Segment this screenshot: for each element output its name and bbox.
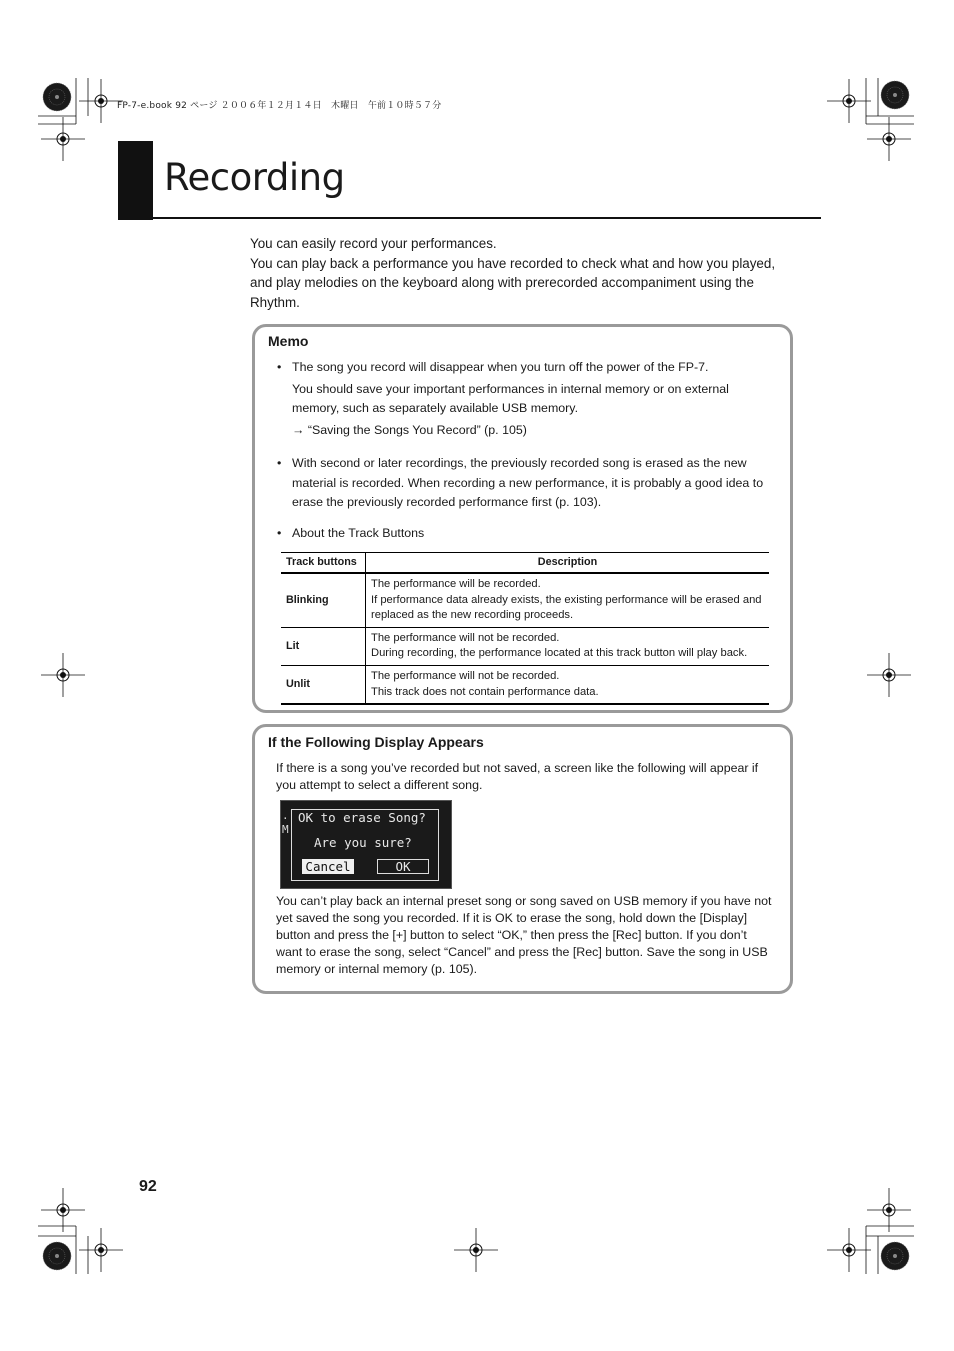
description-line: The performance will not be recorded.	[371, 669, 560, 682]
memo-item-1-ref: → “Saving the Songs You Record” (p. 105)	[292, 422, 527, 437]
memo-item-3-text: About the Track Buttons	[292, 526, 425, 540]
memo-item-2	[277, 454, 769, 513]
memo-item-2-text: With second or later recordings, the previously recorded song is erased as the new material is recorded. When recording a new performance, it is probably a good idea to erase the previously recorded performance first (p. 103).	[292, 456, 764, 510]
table-row	[281, 627, 769, 665]
row-description	[366, 665, 770, 704]
bullet: •	[277, 526, 282, 540]
display-text-2: You can’t play back an internal preset song or song saved on USB memory if you have not yet saved the song you recorded. If it is OK to erase the song, hold down the [Display] button and press the [+] button to select “OK,” then press the [Rec] button. If you don’t want to erase the song, select “Cancel” and press the [Rec] button. Save the song in USB memory or internal memory (p. 105).	[276, 894, 772, 976]
page-title: Recording	[164, 156, 345, 199]
title-rule	[153, 217, 821, 219]
display-heading: If the Following Display Appears	[268, 734, 484, 750]
lcd-line-2: Are you sure?	[314, 835, 412, 850]
display-box	[252, 724, 793, 994]
display-text-1: If there is a song you’ve recorded but not saved, a screen like the following will appear if you attempt to select a different song.	[276, 761, 759, 792]
lcd-ok-button: OK	[377, 859, 429, 874]
lcd-dialog	[291, 809, 439, 881]
header-description: Description	[366, 553, 770, 574]
description-line: If performance data already exists, the existing performance will be erased and replaced as the new recording proceeds.	[371, 593, 762, 622]
lcd-line-1: OK to erase Song?	[298, 810, 426, 825]
lcd-side-dot: .	[282, 809, 289, 822]
track-buttons-table	[281, 552, 769, 705]
title-bar	[118, 141, 153, 220]
bullet: •	[277, 456, 282, 470]
description-line: The performance will be recorded.	[371, 578, 541, 590]
table-header-row	[281, 553, 769, 574]
row-description	[366, 627, 770, 665]
memo-heading: Memo	[268, 333, 309, 349]
row-description	[366, 573, 770, 627]
intro-line-1: You can easily record your performances.	[250, 236, 497, 251]
intro-text	[250, 234, 795, 313]
intro-line-2: You can play back a performance you have recorded to check what and how you played, and play melodies on the keyboard along with prerecorded accompaniment using the Rhythm.	[250, 255, 776, 311]
memo-box	[252, 324, 793, 713]
description-line: The performance will not be recorded.	[371, 631, 560, 644]
lcd-screen	[280, 800, 452, 889]
row-button-lit: Lit	[281, 627, 366, 665]
table-row	[281, 573, 769, 627]
row-button-blinking: Blinking	[281, 573, 366, 627]
description-line: This track does not contain performance data.	[371, 685, 599, 698]
page-number: 92	[139, 1178, 157, 1195]
print-header: FP-7-e.book 92 ページ ２００６年１２月１４日 木曜日 午前１０時５７分	[117, 101, 442, 111]
bullet: •	[277, 360, 282, 374]
table-row	[281, 665, 769, 704]
header-track-buttons: Track buttons	[281, 553, 366, 574]
memo-item-1-sub: You should save your important performances in internal memory or on external memory, such as separately available USB memory.	[292, 381, 729, 416]
memo-item-3	[277, 524, 769, 544]
description-line: During recording, the performance located at this track button will play back.	[371, 647, 748, 660]
memo-item-1	[277, 358, 769, 440]
memo-item-1-text: The song you record will disappear when you turn off the power of the FP-7.	[292, 360, 709, 374]
lcd-cancel-button: Cancel	[302, 859, 354, 874]
lcd-side-m: M	[282, 823, 289, 836]
row-button-unlit: Unlit	[281, 665, 366, 704]
